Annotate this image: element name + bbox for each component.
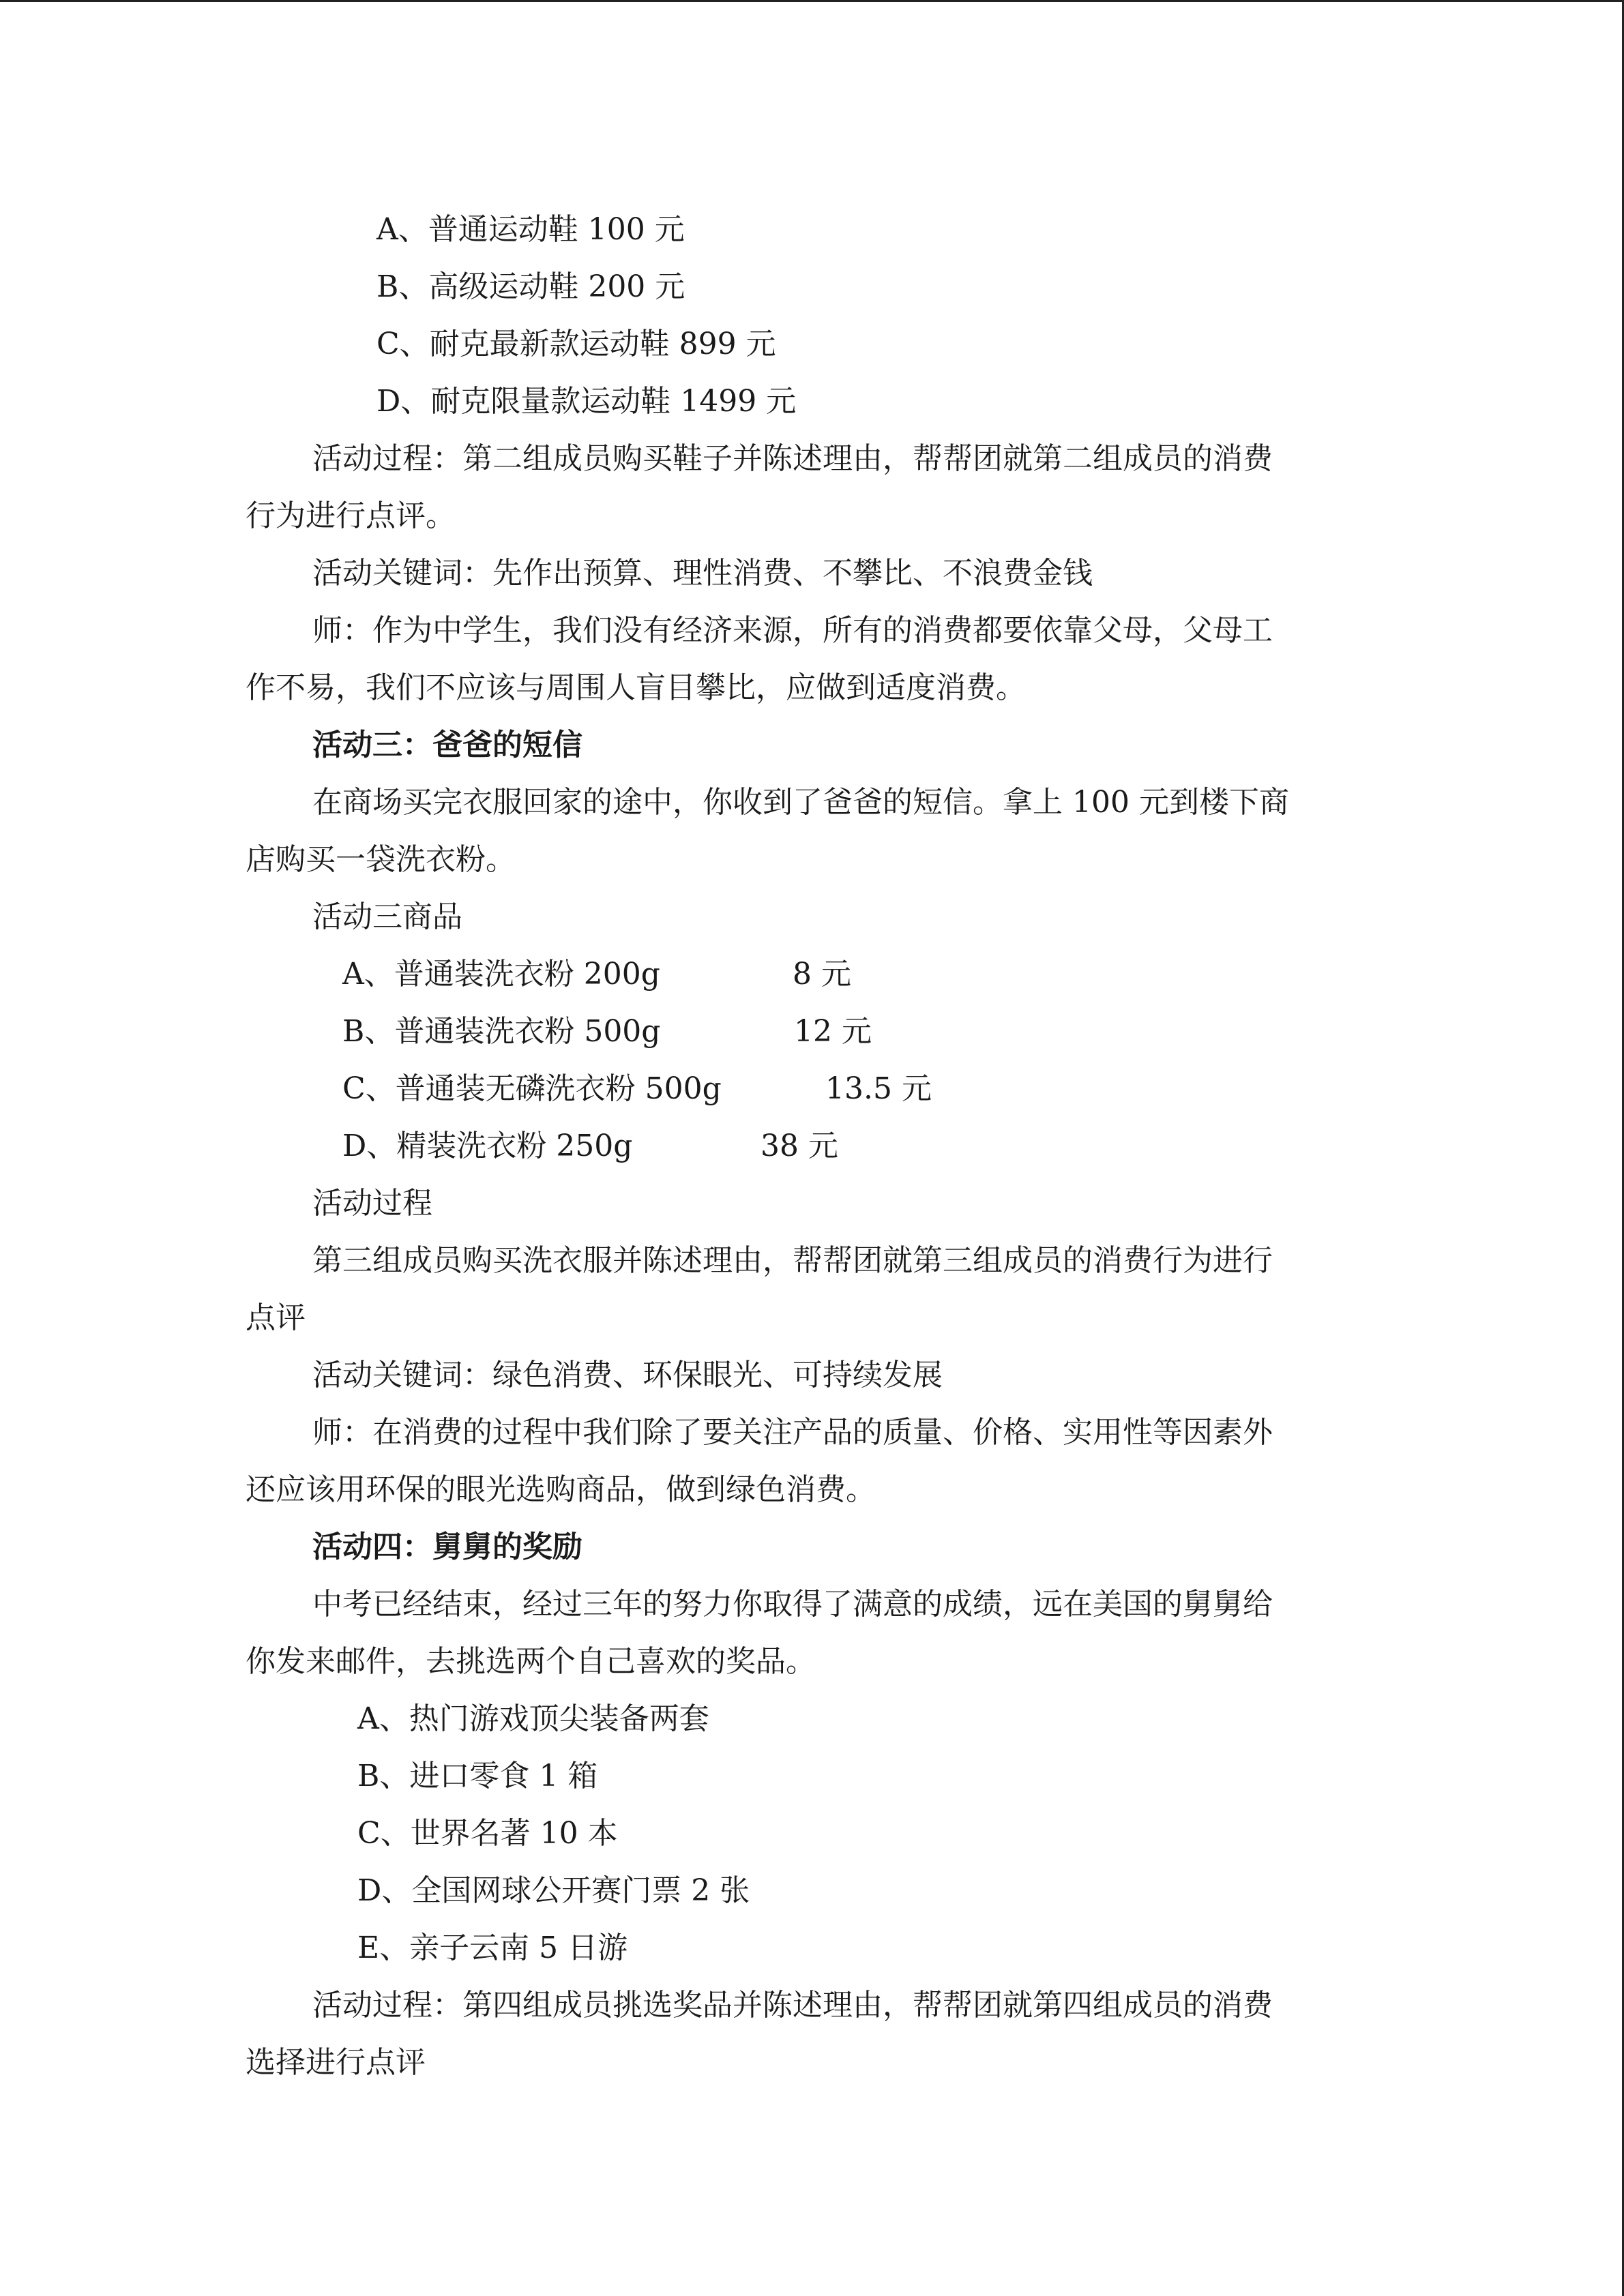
option-d-shoes: D、耐克限量款运动鞋 1499 元 bbox=[377, 384, 797, 419]
option-a-detergent: A、普通装洗衣粉 200g bbox=[342, 957, 660, 992]
activity-process-3-cont: 点评 bbox=[246, 1300, 306, 1335]
option-c-prize: C、世界名著 10 本 bbox=[357, 1816, 618, 1851]
activity-process-2-cont: 行为进行点评。 bbox=[246, 498, 456, 533]
option-b-prize: B、进口零食 1 箱 bbox=[357, 1759, 598, 1793]
activity-3-heading: 活动三：爸爸的短信 bbox=[312, 728, 582, 762]
option-e-prize: E、亲子云南 5 日游 bbox=[357, 1930, 628, 1965]
activity-4-intro: 中考已经结束，经过三年的努力你取得了满意的成绩，远在美国的舅舅给 bbox=[312, 1587, 1273, 1622]
activity-3-intro: 在商场买完衣服回家的途中，你收到了爸爸的短信。拿上 100 元到楼下商 bbox=[312, 785, 1289, 820]
activity-keywords-2: 活动关键词：先作出预算、理性消费、不攀比、不浪费金钱 bbox=[312, 556, 1093, 591]
option-c-price: 13.5 元 bbox=[825, 1071, 932, 1106]
option-c-detergent: C、普通装无磷洗衣粉 500g bbox=[342, 1071, 722, 1106]
option-a-price: 8 元 bbox=[793, 957, 851, 992]
activity-process-3: 第三组成员购买洗衣服并陈述理由，帮帮团就第三组成员的消费行为进行 bbox=[312, 1243, 1273, 1278]
option-d-prize: D、全国网球公开赛门票 2 张 bbox=[357, 1873, 750, 1908]
option-d-detergent: D、精装洗衣粉 250g bbox=[342, 1129, 633, 1163]
teacher-note-2: 师：作为中学生，我们没有经济来源，所有的消费都要依靠父母，父母工 bbox=[312, 613, 1273, 648]
activity-4-heading: 活动四：舅舅的奖励 bbox=[312, 1530, 582, 1564]
option-c-shoes: C、耐克最新款运动鞋 899 元 bbox=[377, 327, 776, 361]
activity-process-2: 活动过程：第二组成员购买鞋子并陈述理由，帮帮团就第二组成员的消费 bbox=[312, 441, 1273, 476]
activity-process-4-cont: 选择进行点评 bbox=[246, 2045, 426, 2080]
activity-3-intro-cont: 店购买一袋洗衣粉。 bbox=[246, 842, 516, 877]
page-top-border bbox=[0, 0, 1624, 2]
option-b-detergent: B、普通装洗衣粉 500g bbox=[342, 1014, 661, 1049]
teacher-note-3-cont: 还应该用环保的眼光选购商品，做到绿色消费。 bbox=[246, 1472, 876, 1507]
activity-4-intro-cont: 你发来邮件，去挑选两个自己喜欢的奖品。 bbox=[246, 1644, 816, 1679]
activity-process-3-label: 活动过程 bbox=[312, 1186, 432, 1221]
activity-3-goods-label: 活动三商品 bbox=[312, 899, 462, 934]
option-a-shoes: A、普通运动鞋 100 元 bbox=[377, 212, 685, 247]
option-b-price: 12 元 bbox=[794, 1014, 872, 1049]
option-b-shoes: B、高级运动鞋 200 元 bbox=[377, 269, 685, 304]
activity-keywords-3: 活动关键词：绿色消费、环保眼光、可持续发展 bbox=[312, 1358, 943, 1392]
activity-process-4: 活动过程：第四组成员挑选奖品并陈述理由，帮帮团就第四组成员的消费 bbox=[312, 1988, 1273, 2023]
option-d-price: 38 元 bbox=[761, 1129, 838, 1163]
teacher-note-2-cont: 作不易，我们不应该与周围人盲目攀比，应做到适度消费。 bbox=[246, 670, 1026, 705]
option-a-prize: A、热门游戏顶尖装备两套 bbox=[357, 1701, 709, 1736]
teacher-note-3: 师：在消费的过程中我们除了要关注产品的质量、价格、实用性等因素外 bbox=[312, 1415, 1273, 1450]
